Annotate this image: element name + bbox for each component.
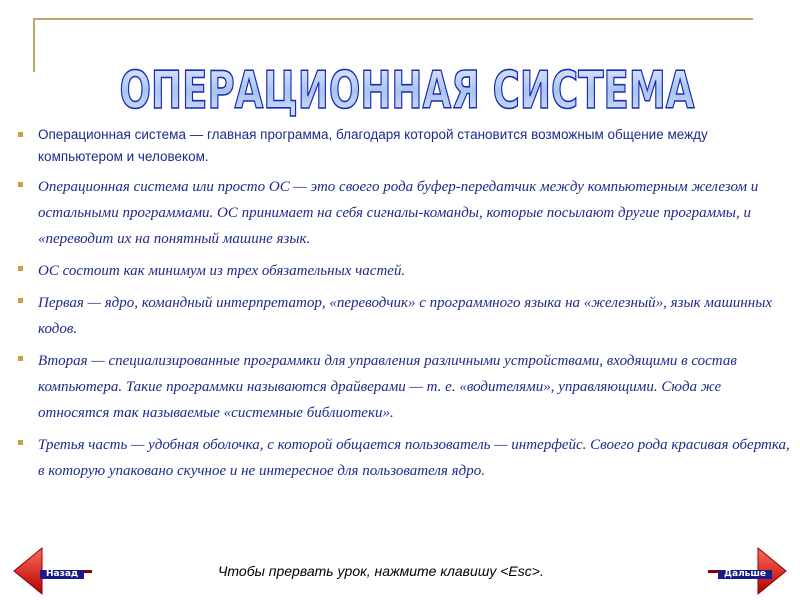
- next-button-label: Дальше: [718, 570, 772, 579]
- paragraph-second-part: Вторая — специализированные программки для управления различными устройствами, входящими в состав компьютера. Такие программки называются драйверами — т. е. «водителями», управляющими. Сюда же относятся так называемые «системные библиотеки».: [38, 353, 737, 421]
- bullet-icon: [18, 298, 23, 303]
- paragraph-third-part: Третья часть — удобная оболочка, с которой общается пользователь — интерфейс. Своего рода красивая обертка, в которую упаковано скучное и не интересное для пользователя ядро.: [38, 437, 790, 479]
- paragraph-definition: Операционная система — главная программа, благодаря которой становится возможным общение между компьютером и человеком.: [38, 127, 708, 164]
- content-list: [14, 124, 794, 490]
- paragraph-parts: ОС состоит как минимум из трех обязательных частей.: [38, 263, 406, 279]
- bullet-icon: [18, 132, 23, 137]
- page-title: ОПЕРАЦИОННАЯ СИСТЕМА: [119, 61, 695, 118]
- next-button[interactable]: [706, 546, 788, 596]
- paragraph-buffer: Операционная система или просто ОС — это своего рода буфер-передатчик между компьютерным железом и остальными программами. ОС принимает на себя сигналы-команды, которые посылают другие программы, и «переводит их на понятный машине язык.: [38, 179, 759, 247]
- bullet-icon: [18, 266, 23, 271]
- list-item: [14, 124, 794, 168]
- footer-hint: Чтобы прервать урок, нажмите клавишу <Esc>.: [218, 563, 544, 579]
- list-item: [14, 290, 794, 342]
- bullet-icon: [18, 440, 23, 445]
- title-wordart: [112, 52, 702, 118]
- list-item: [14, 258, 794, 284]
- bullet-icon: [18, 182, 23, 187]
- back-button-label: Назад: [40, 570, 84, 579]
- paragraph-first-part: Первая — ядро, командный интерпретатор, «переводчик» с программного языка на «железный», язык машинных кодов.: [38, 295, 773, 337]
- list-item: [14, 174, 794, 252]
- back-button[interactable]: [12, 546, 94, 596]
- list-item: [14, 348, 794, 426]
- list-item: [14, 432, 794, 484]
- frame-left-line: [33, 18, 35, 72]
- bullet-icon: [18, 356, 23, 361]
- frame-top-line: [33, 18, 753, 20]
